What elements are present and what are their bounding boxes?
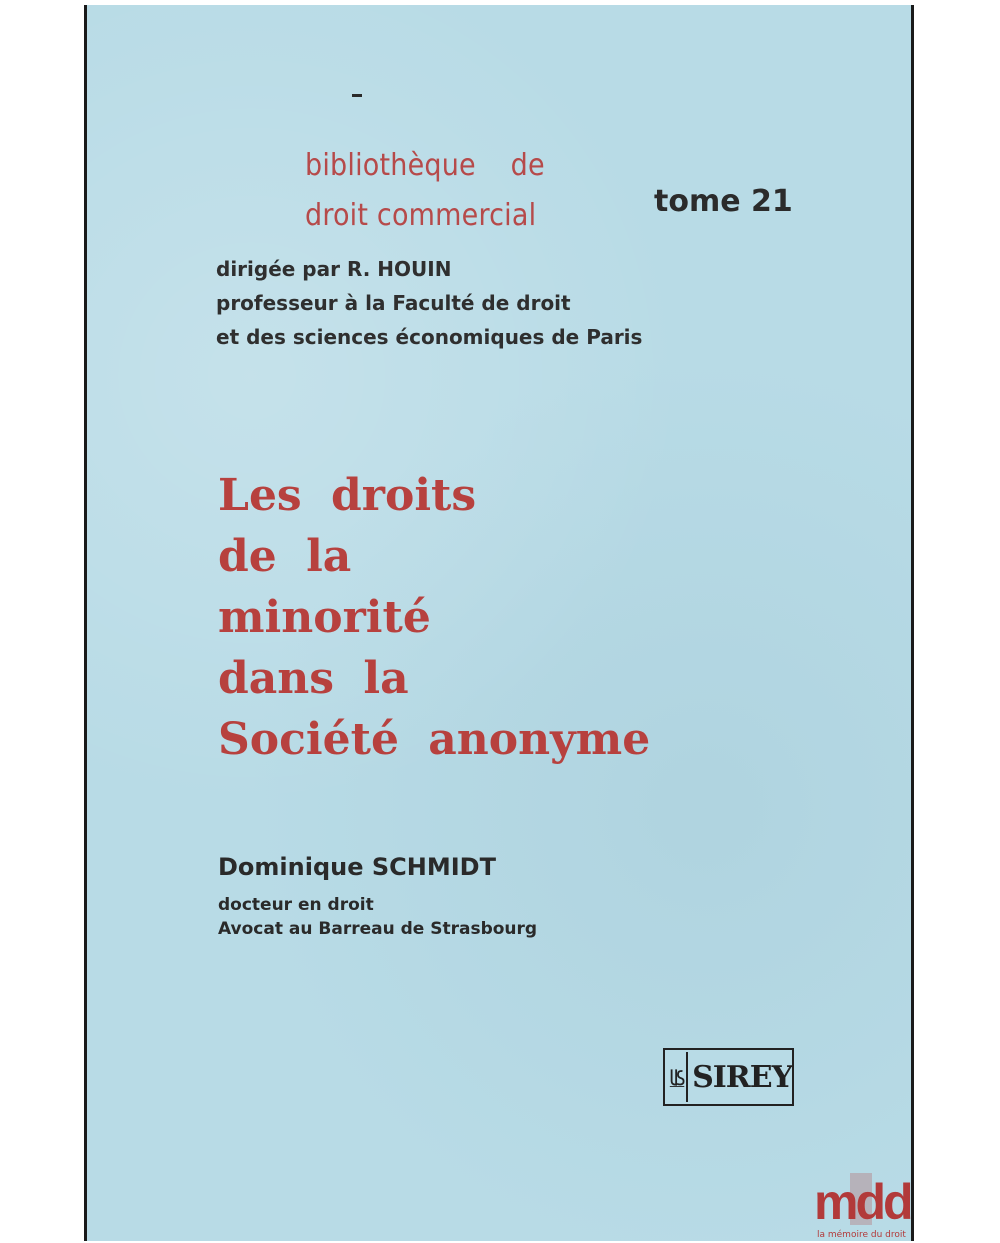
series-line-1: bibliothèque de: [305, 148, 545, 183]
direction-line-3: et des sciences économiques de Paris: [216, 325, 643, 349]
title-line-2: de la: [218, 531, 352, 582]
series-heading: [305, 141, 545, 241]
author-name: Dominique SCHMIDT: [218, 853, 496, 881]
author-qualification-2: Avocat au Barreau de Strasbourg: [218, 919, 538, 939]
publisher-logo: [663, 1048, 794, 1106]
author-qualifications: [218, 893, 537, 941]
title-line-3: minorité: [218, 592, 431, 643]
title-line-5: Société anonyme: [218, 714, 651, 765]
series-direction: [216, 252, 642, 354]
decorative-dash: [352, 94, 362, 97]
title-line-1: Les droits: [218, 470, 477, 521]
author-qualification-1: docteur en droit: [218, 895, 374, 915]
publisher-name: SIREY: [692, 1059, 792, 1095]
series-line-2: droit commercial: [305, 198, 537, 233]
mdd-watermark-logo: [812, 1173, 914, 1225]
publisher-emblem-icon: [668, 1052, 688, 1102]
title-line-4: dans la: [218, 653, 409, 704]
direction-line-1: dirigée par R. HOUIN: [216, 257, 452, 281]
book-title: [218, 465, 650, 770]
volume-number: tome 21: [654, 184, 793, 219]
direction-line-2: professeur à la Faculté de droit: [216, 291, 571, 315]
svg-text:mdd: mdd: [814, 1174, 911, 1225]
mdd-watermark-caption: la mémoire du droit: [817, 1230, 906, 1240]
